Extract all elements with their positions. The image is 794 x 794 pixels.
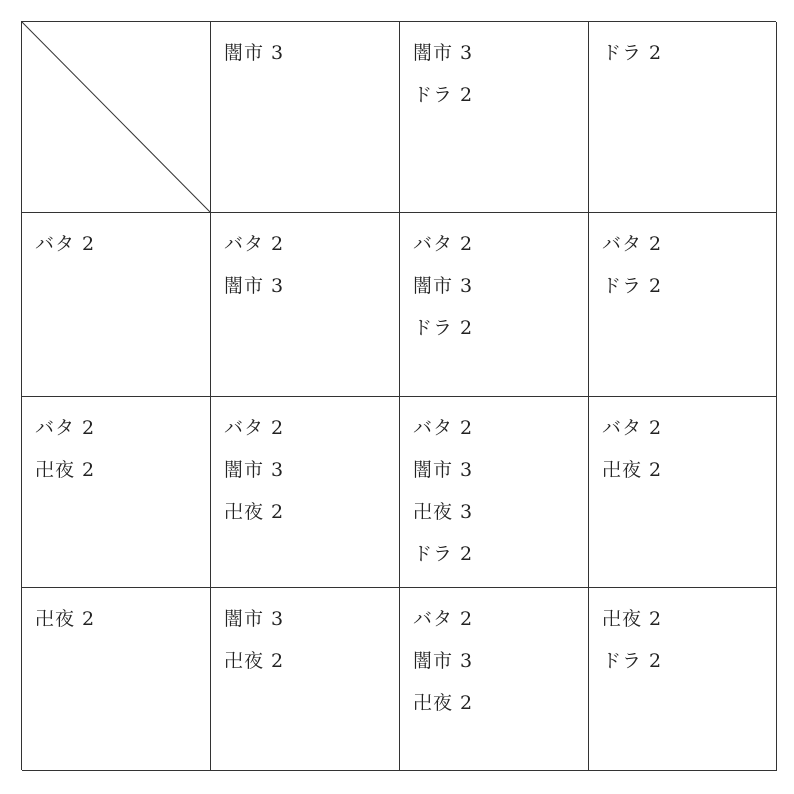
table-cell [22,588,211,771]
cell-entry: 卍夜 2 [35,608,96,630]
table-cell [211,588,400,771]
cell-entry: 卍夜 2 [224,650,285,672]
cell-entry: 卍夜 2 [35,459,96,481]
cell-entry: 闇市 3 [413,459,474,481]
cell-entry: バタ 2 [224,233,285,255]
cell-entry: ドラ 2 [602,650,663,672]
cell-entry: 卍夜 2 [602,608,663,630]
table-cell [589,213,777,397]
cell-entry: 卍夜 2 [224,501,285,523]
corner-cell [22,22,211,213]
cell-entry: ドラ 2 [602,275,663,297]
table-cell [211,397,400,588]
cell-entry: 卍夜 2 [602,459,663,481]
cell-entry: ドラ 2 [602,42,663,64]
table-cell [589,588,777,771]
cell-entry: 闇市 3 [224,275,285,297]
cell-entry: 闇市 3 [413,275,474,297]
cell-entry: 闇市 3 [224,459,285,481]
table-cell [400,397,589,588]
diagonal-divider [22,22,210,212]
table-cell [22,397,211,588]
cell-entry: バタ 2 [413,608,474,630]
table-cell [400,213,589,397]
table-cell [211,22,400,213]
cell-entry: バタ 2 [35,233,96,255]
cell-entry: バタ 2 [413,417,474,439]
cell-entry: 闇市 3 [413,42,474,64]
cell-entry: バタ 2 [602,417,663,439]
cell-entry: バタ 2 [35,417,96,439]
cell-entry: ドラ 2 [413,317,474,339]
cell-entry: 卍夜 2 [413,692,474,714]
cell-entry: 闇市 3 [224,42,285,64]
table-cell [400,22,589,213]
cell-entry: 卍夜 3 [413,501,474,523]
table-cell [589,22,777,213]
cell-entry: ドラ 2 [413,543,474,565]
cell-entry: ドラ 2 [413,84,474,106]
table-cell [400,588,589,771]
score-table [21,21,776,770]
cell-entry: 闇市 3 [224,608,285,630]
table-cell [211,213,400,397]
table-cell [22,213,211,397]
cell-entry: バタ 2 [413,233,474,255]
cell-entry: バタ 2 [602,233,663,255]
table-cell [589,397,777,588]
cell-entry: バタ 2 [224,417,285,439]
cell-entry: 闇市 3 [413,650,474,672]
